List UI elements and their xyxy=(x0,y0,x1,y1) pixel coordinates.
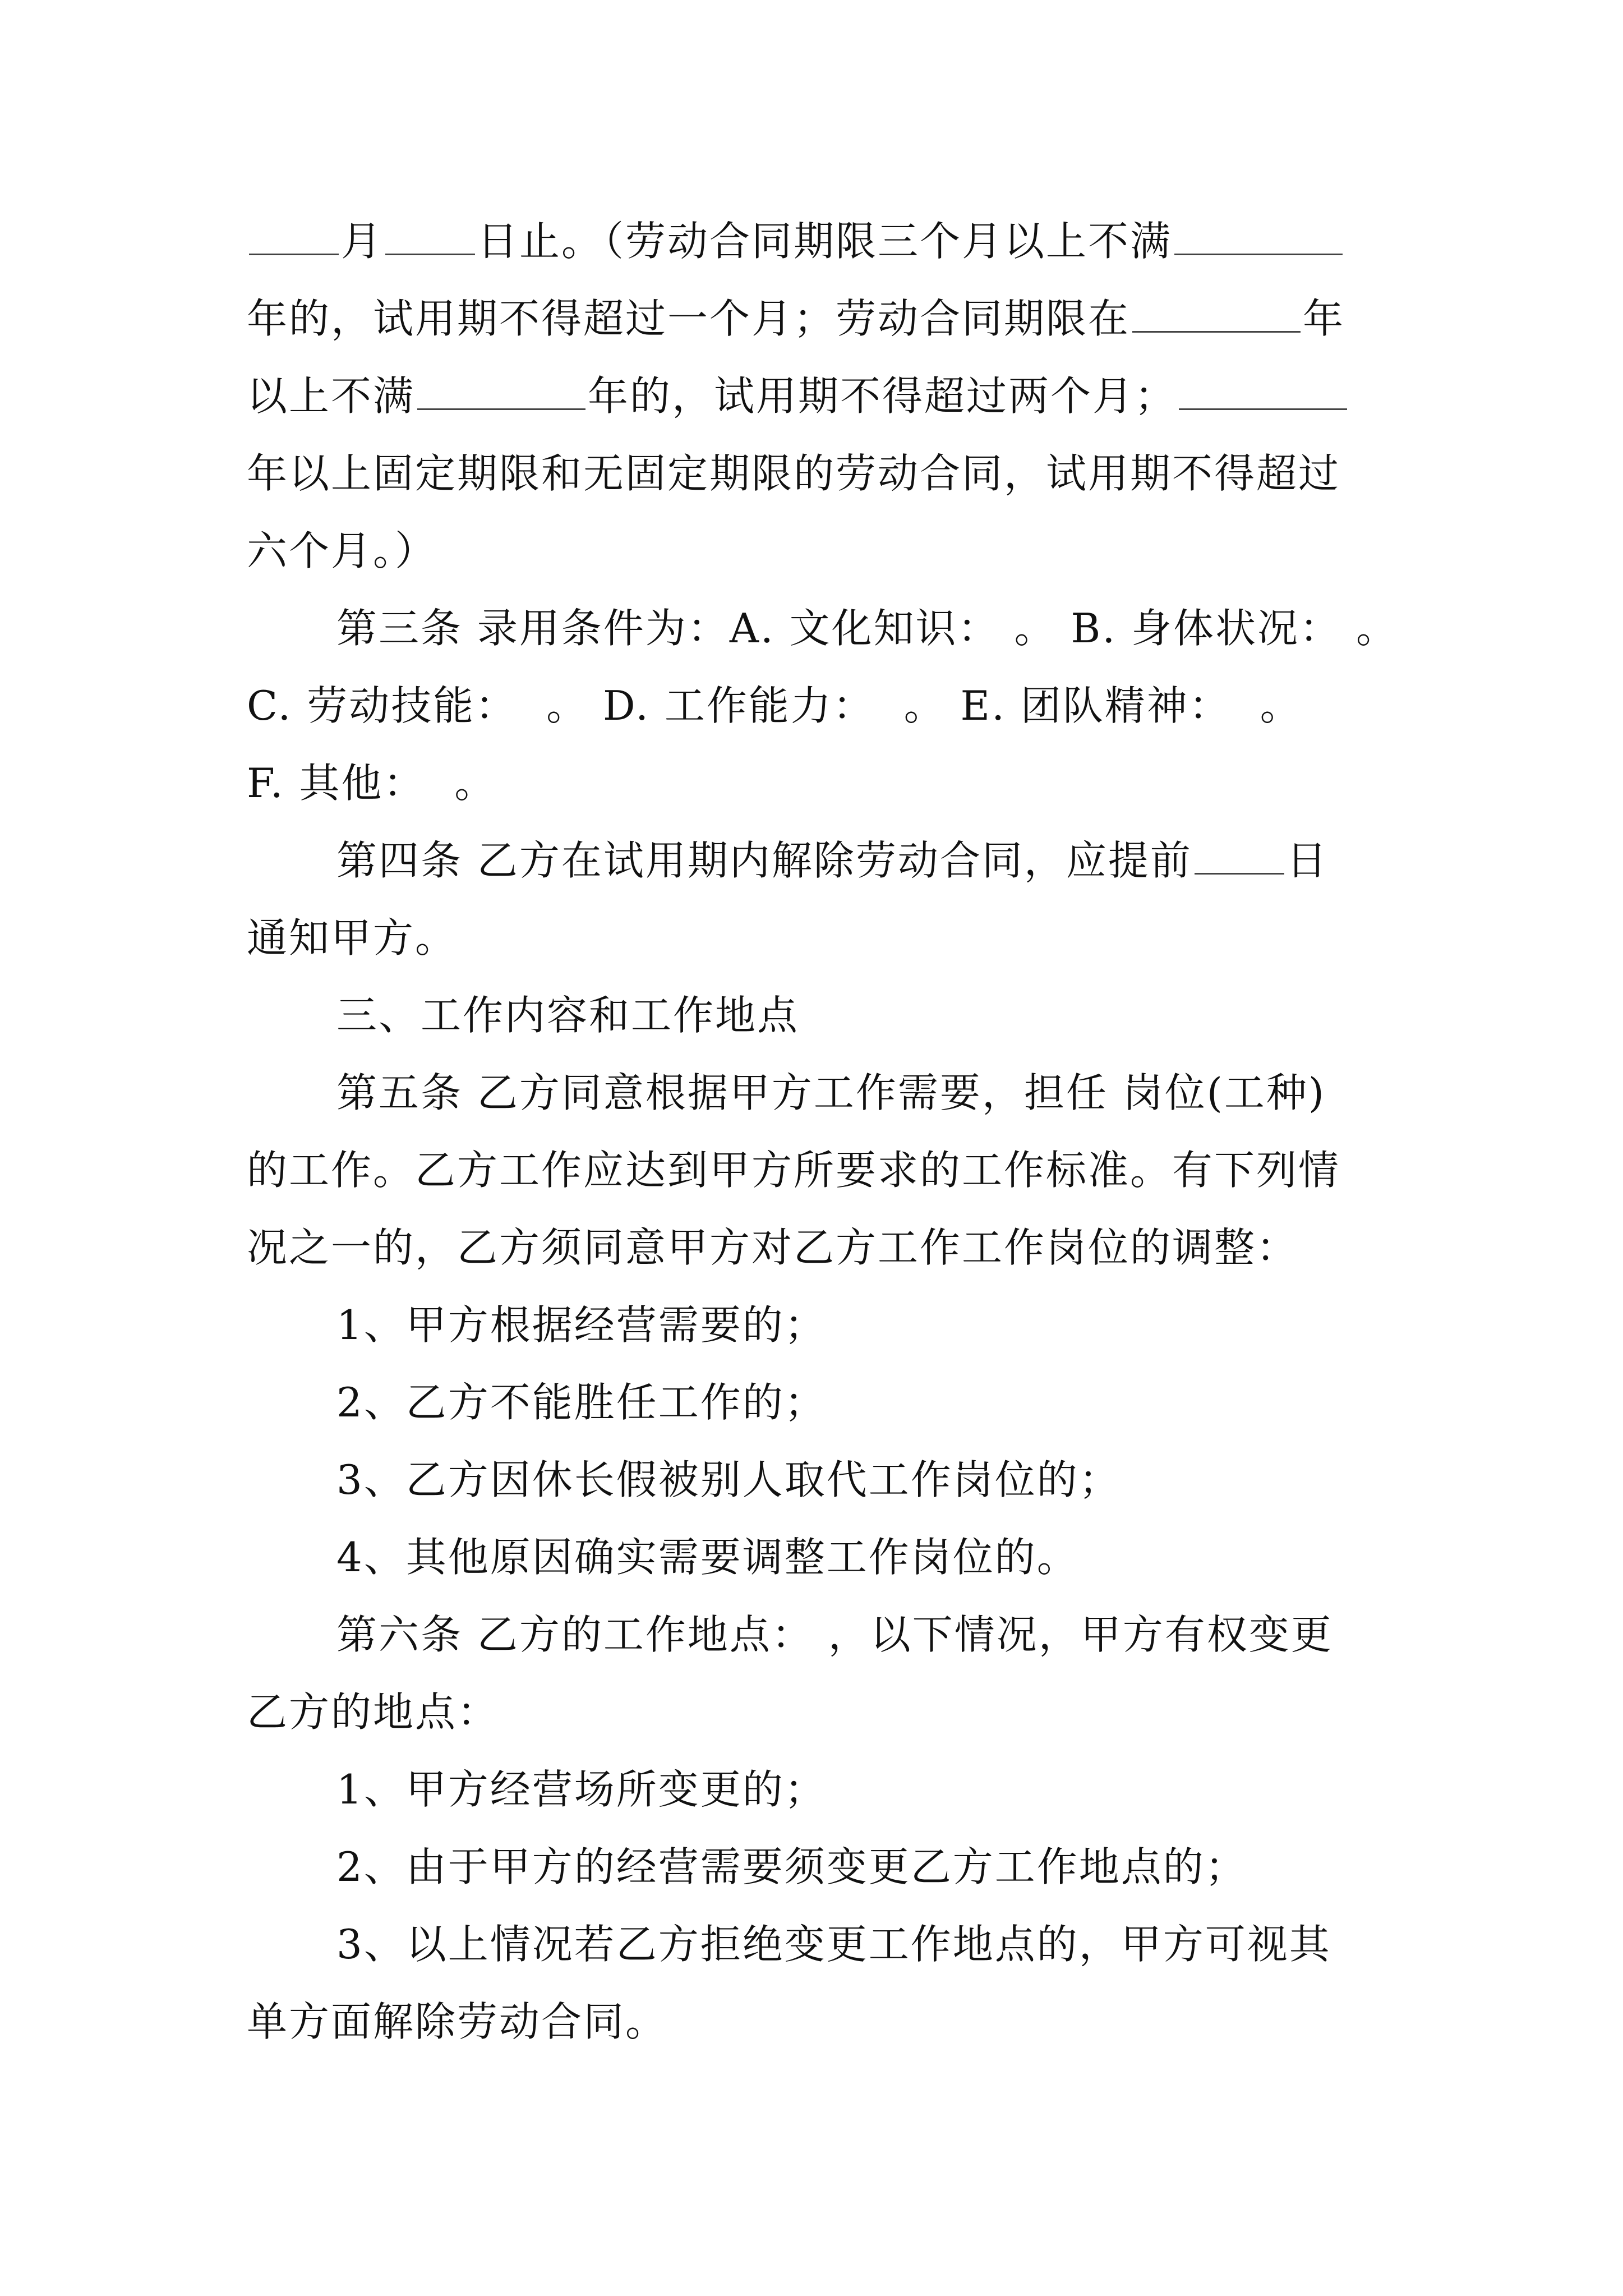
line-segment: 第四条 乙方在试用期内解除劳动合同，应提前 xyxy=(336,837,1192,884)
list-item: 2、乙方不能胜任工作的； xyxy=(336,1379,827,1426)
fill-blank xyxy=(1179,398,1347,410)
article-5-line: 第五条 乙方同意根据甲方工作需要，担任 岗位(工种) xyxy=(336,1069,1326,1116)
list-item: 1、甲方经营场所变更的； xyxy=(336,1766,827,1813)
text-line-3 xyxy=(247,368,1481,424)
fill-blank xyxy=(1195,863,1284,875)
line-segment: 日止。（劳动合同期限三个月以上不满 xyxy=(477,218,1173,265)
line-segment: 日 xyxy=(1286,837,1329,884)
text-line-20: 乙方的地点： xyxy=(247,1688,500,1736)
list-item: 1、甲方根据经营需要的； xyxy=(336,1301,827,1349)
line-segment: 月 xyxy=(341,218,384,265)
text-line-7: C. 劳动技能： 。 D. 工作能力： 。 E. 团队精神： 。 xyxy=(247,682,1302,729)
text-line-24: 单方面解除劳动合同。 xyxy=(247,1998,668,2045)
fill-blank xyxy=(249,243,339,255)
text-line-4: 年以上固定期限和无固定期限的劳动合同，试用期不得超过 xyxy=(247,450,1341,497)
article-3-line: 第三条 录用条件为：A. 文化知识： 。 B. 身体状况： 。 xyxy=(336,605,1399,652)
text-line-8: F. 其他： 。 xyxy=(247,760,497,807)
list-item: 3、乙方因休长假被别人取代工作岗位的； xyxy=(336,1456,1121,1503)
line-segment: 年 xyxy=(1303,295,1345,342)
line-segment: 以上不满 xyxy=(247,372,416,420)
section-heading: 三、工作内容和工作地点 xyxy=(336,992,800,1039)
list-item: 2、由于甲方的经营需要须变更乙方工作地点的； xyxy=(336,1843,1247,1890)
text-line-5: 六个月。） xyxy=(247,527,437,574)
fill-blank xyxy=(417,398,585,410)
fill-blank xyxy=(1174,243,1343,255)
text-line-13: 的工作。乙方工作应达到甲方所要求的工作标准。有下列情 xyxy=(247,1147,1341,1194)
list-item: 3、以上情况若乙方拒绝变更工作地点的，甲方可视其 xyxy=(336,1921,1331,1968)
fill-blank xyxy=(1132,321,1301,333)
text-line-14: 况之一的，乙方须同意甲方对乙方工作工作岗位的调整： xyxy=(247,1224,1299,1271)
list-item: 4、其他原因确实需要调整工作岗位的。 xyxy=(336,1534,1079,1581)
article-4-line xyxy=(336,832,1570,889)
line-segment: 年的，试用期不得超过一个月；劳动合同期限在 xyxy=(247,295,1131,342)
article-6-line: 第六条 乙方的工作地点： ，以下情况，甲方有权变更 xyxy=(336,1611,1333,1658)
fill-blank xyxy=(385,243,475,255)
text-line-10: 通知甲方。 xyxy=(247,914,458,961)
line-segment: 年的，试用期不得超过两个月； xyxy=(588,372,1177,420)
text-line-2 xyxy=(247,291,1481,347)
text-line-1 xyxy=(247,213,1481,269)
